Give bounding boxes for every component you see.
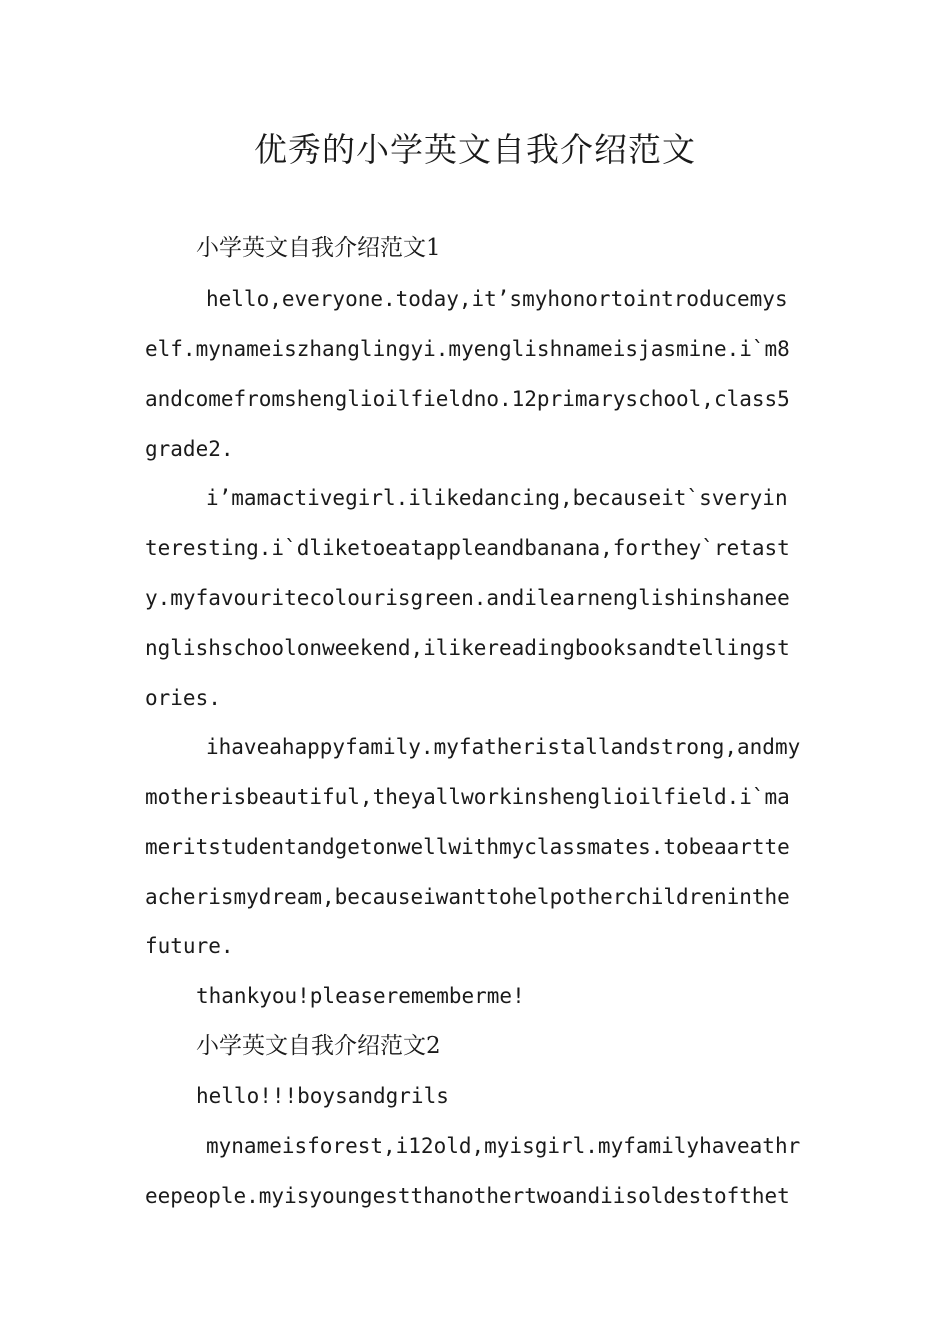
text-line: andcomefromshenglioilfieldno.12primaryschool,class5 — [145, 387, 790, 411]
document-title: 优秀的小学英文自我介绍范文 — [254, 130, 696, 169]
text-line: elf.mynameiszhanglingyi.myenglishnameisjasmine.i`m8 — [145, 337, 790, 361]
text-line: acherismydream,becauseiwanttohelpotherchildreninthe — [145, 885, 790, 909]
section-heading-2: 小学英文自我介绍范文2 — [196, 1033, 441, 1059]
text-line: i’mamactivegirl.ilikedancing,becauseit`sveryin — [206, 486, 788, 510]
section-heading-1: 小学英文自我介绍范文1 — [196, 235, 441, 261]
text-line: meritstudentandgetonwellwithmyclassmates.tobeaartte — [145, 835, 790, 859]
text-line: eepeople.myisyoungestthanothertwoandiisoldestofthet — [145, 1184, 790, 1208]
text-line: future. — [145, 934, 234, 958]
text-line: motherisbeautiful,theyallworkinshenglioilfield.i`ma — [145, 785, 790, 809]
text-line: grade2. — [145, 437, 234, 461]
text-line: hello!!!boysandgrils — [196, 1084, 449, 1108]
text-line: thankyou!pleaserememberme! — [196, 984, 525, 1008]
text-line: nglishschoolonweekend,ilikereadingbooksandtellingst — [145, 636, 790, 660]
text-line: hello,everyone.today,it’smyhonortointroducemys — [206, 287, 788, 311]
text-line: ories. — [145, 686, 221, 710]
text-line: ihaveahappyfamily.myfatheristallandstrong,andmy — [206, 735, 801, 759]
text-line: teresting.i`dliketoeatappleandbanana,forthey`retast — [145, 536, 790, 560]
text-line: mynameisforest,i12old,myisgirl.myfamilyhaveathr — [206, 1134, 801, 1158]
text-line: y.myfavouritecolourisgreen.andilearnenglishinshanee — [145, 586, 790, 610]
